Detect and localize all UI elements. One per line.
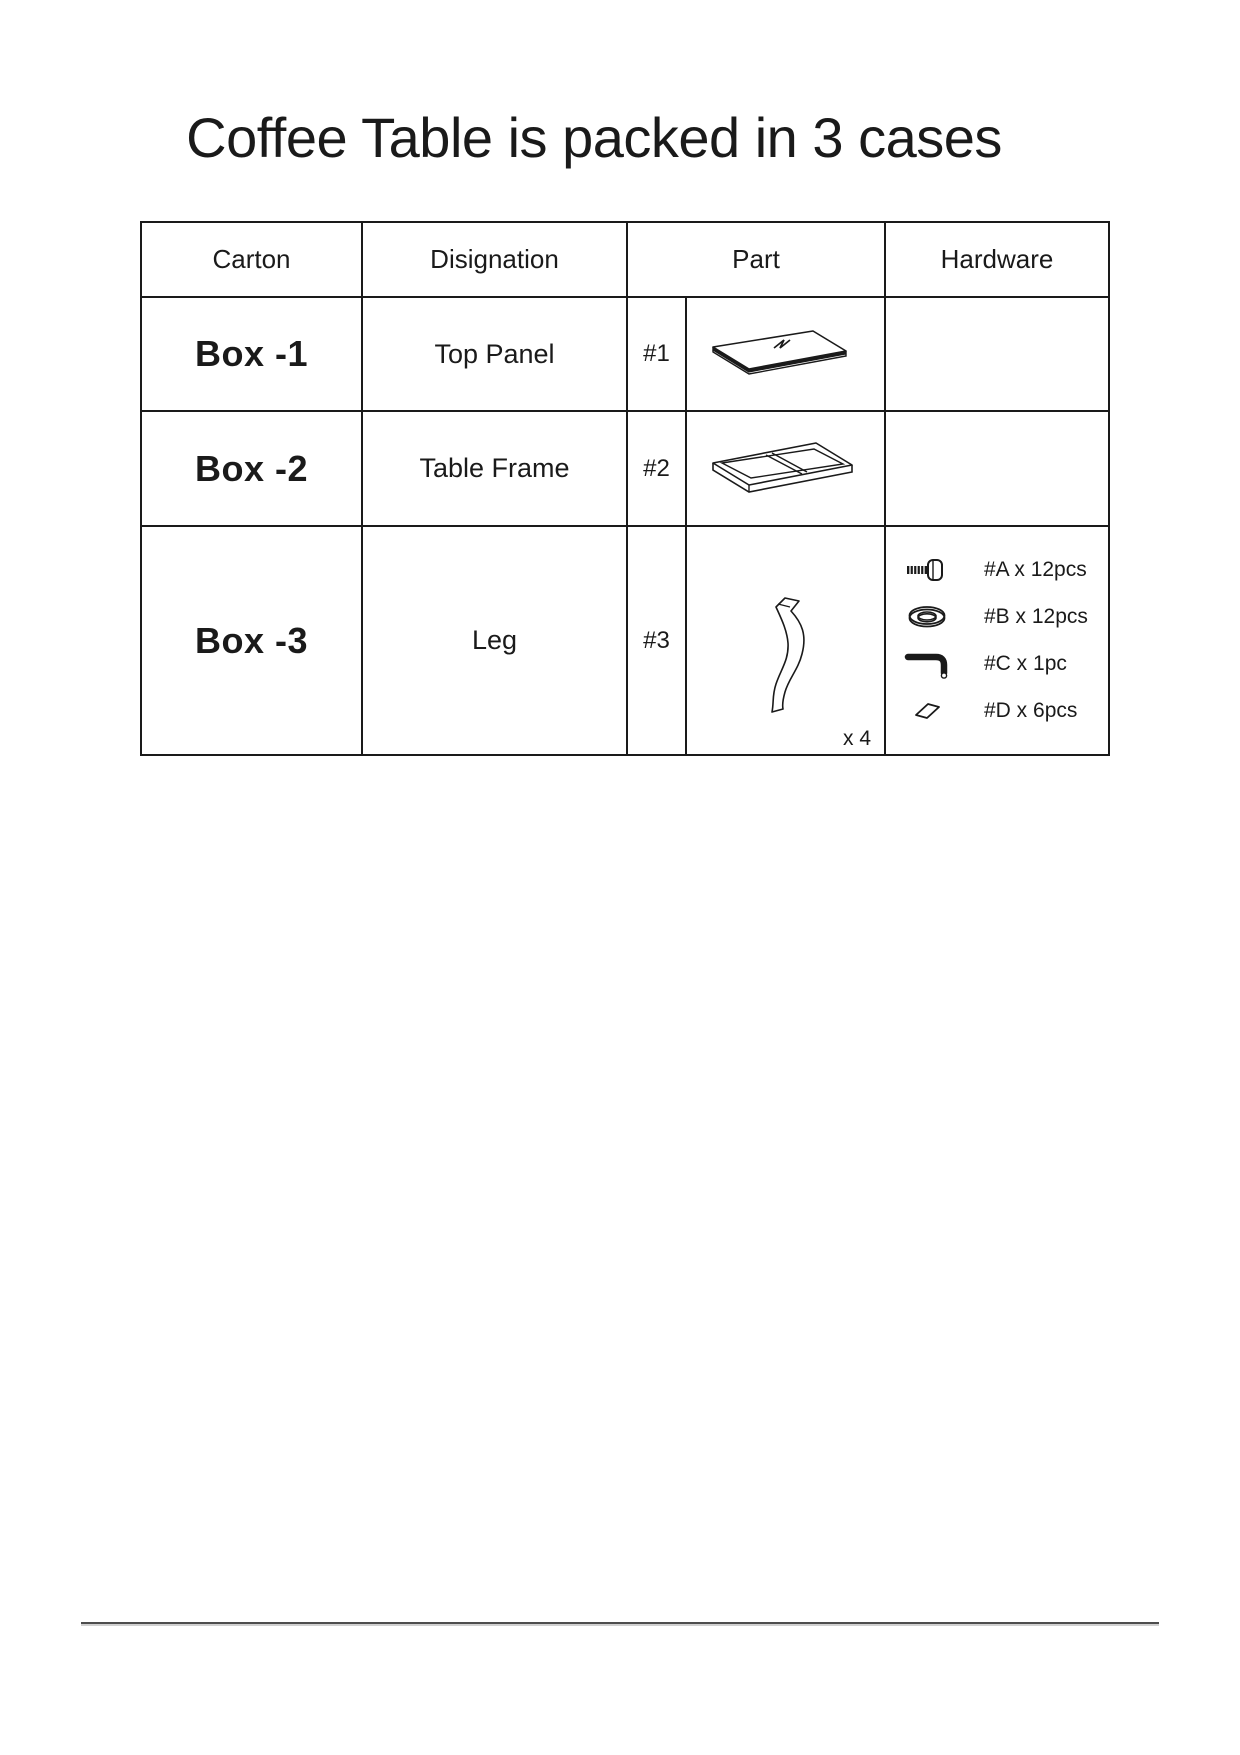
part-number-1: #1 xyxy=(628,298,687,412)
hardware-label-b: #B x 12pcs xyxy=(984,605,1088,628)
designation-top-panel: Top Panel xyxy=(363,298,628,412)
header-carton: Carton xyxy=(142,223,363,298)
allen-key-icon xyxy=(898,648,956,680)
part-number-3: #3 xyxy=(628,527,687,756)
hardware-cell-1 xyxy=(886,298,1110,412)
header-part: Part xyxy=(628,223,886,298)
part-drawing-cell-1 xyxy=(687,298,886,412)
hardware-cell-3 xyxy=(886,527,1110,756)
page-title: Coffee Table is packed in 3 cases xyxy=(186,106,1002,169)
hardware-item-d xyxy=(898,696,1108,726)
header-designation: Disignation xyxy=(363,223,628,298)
hardware-label-a: #A x 12pcs xyxy=(984,558,1087,581)
hardware-cell-2 xyxy=(886,412,1110,527)
bolt-icon xyxy=(898,558,956,582)
carton-box-1: Box -1 xyxy=(142,298,363,412)
leg-quantity-label: x 4 xyxy=(842,727,871,750)
packing-table xyxy=(140,221,1110,756)
top-panel-iso-drawing xyxy=(686,297,885,411)
part-drawing-cell-3 xyxy=(687,527,886,756)
part-number-2: #2 xyxy=(628,412,687,527)
hardware-item-b xyxy=(898,602,1108,632)
leg-iso-drawing xyxy=(686,526,885,755)
designation-leg: Leg xyxy=(363,527,628,756)
hardware-item-a xyxy=(898,555,1108,585)
washer-icon xyxy=(898,604,956,630)
hardware-label-c: #C x 1pc xyxy=(984,652,1067,675)
cam-plate-icon xyxy=(898,700,956,722)
table-frame-iso-drawing xyxy=(686,411,885,526)
carton-box-3: Box -3 xyxy=(142,527,363,756)
carton-box-2: Box -2 xyxy=(142,412,363,527)
header-hardware: Hardware xyxy=(886,223,1110,298)
footer-divider-rule xyxy=(81,1622,1159,1624)
designation-table-frame: Table Frame xyxy=(363,412,628,527)
part-drawing-cell-2 xyxy=(687,412,886,527)
hardware-item-c xyxy=(898,649,1108,679)
hardware-label-d: #D x 6pcs xyxy=(984,699,1078,722)
